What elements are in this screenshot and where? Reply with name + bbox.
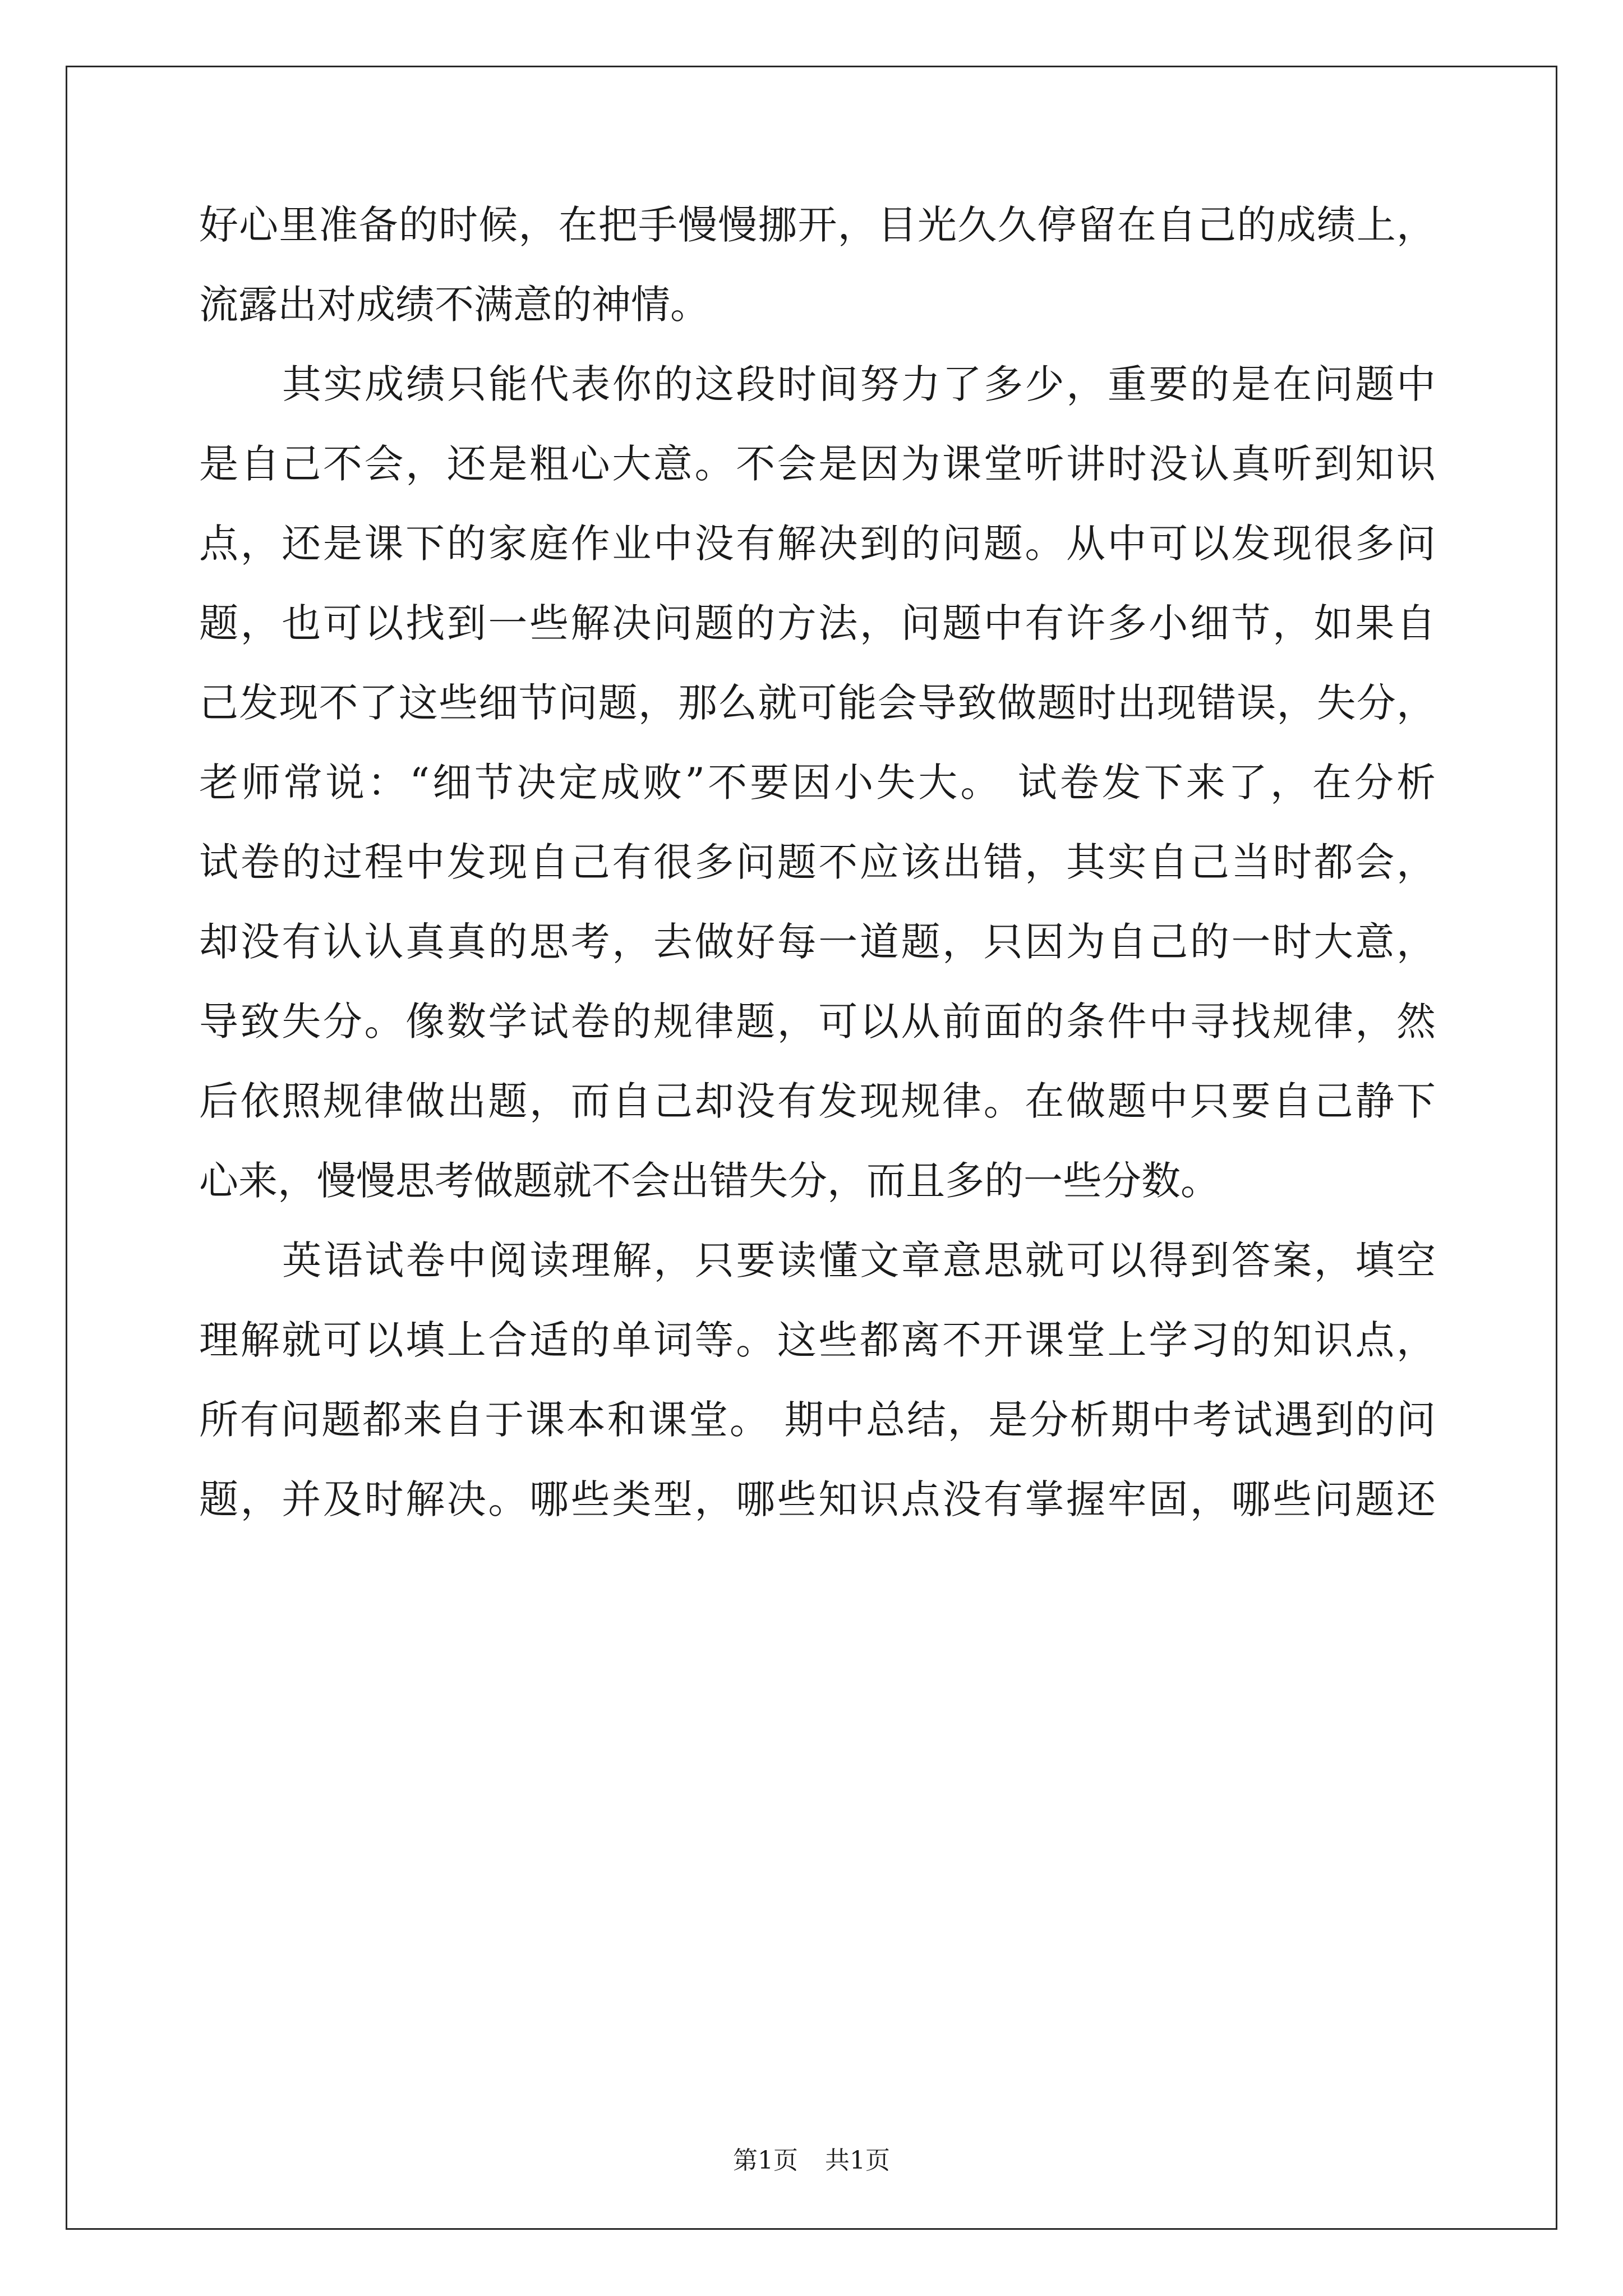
text-line: 点，还是课下的家庭作业中没有解决到的问题。从中可以发现很多问 <box>199 521 1436 567</box>
text-line: 后依照规律做出题，而自己却没有发现规律。在做题中只要自己静下 <box>199 1078 1436 1124</box>
page-number: 第1页 <box>733 2146 798 2175</box>
text-line: 流露出对成绩不满意的神情。 <box>199 282 709 328</box>
text-line: 己发现不了这些细节问题，那么就可能会导致做题时出现错误，失分， <box>199 680 1436 726</box>
text-line: 理解就可以填上合适的单词等。这些都离不开课堂上学习的知识点， <box>199 1317 1436 1363</box>
page-footer <box>0 2144 1623 2178</box>
document-body <box>199 185 1436 1539</box>
text-line: 题，也可以找到一些解决问题的方法，问题中有许多小细节，如果自 <box>199 600 1436 646</box>
text-line: 却没有认认真真的思考，去做好每一道题，只因为自己的一时大意， <box>199 919 1436 965</box>
page-count: 共1页 <box>825 2146 890 2175</box>
text-line: 所有问题都来自于课本和课堂。 期中总结，是分析期中考试遇到的问 <box>199 1397 1436 1443</box>
text-line: 好心里准备的时候，在把手慢慢挪开，目光久久停留在自己的成绩上， <box>199 202 1436 248</box>
text-line: 心来，慢慢思考做题就不会出错失分，而且多的一些分数。 <box>199 1158 1220 1204</box>
text-line: 题，并及时解决。哪些类型，哪些知识点没有掌握牢固，哪些问题还 <box>199 1476 1436 1522</box>
text-line: 其实成绩只能代表你的这段时间努力了多少，重要的是在问题中 <box>282 361 1436 407</box>
text-line: 老师常说：“细节决定成败”不要因小失大。 试卷发下来了，在分析 <box>199 760 1436 806</box>
text-line: 导致失分。像数学试卷的规律题，可以从前面的条件中寻找规律，然 <box>199 999 1436 1045</box>
text-line: 是自己不会，还是粗心大意。不会是因为课堂听讲时没认真听到知识 <box>199 441 1436 487</box>
text-line: 英语试卷中阅读理解，只要读懂文章意思就可以得到答案，填空 <box>282 1237 1436 1283</box>
text-line: 试卷的过程中发现自己有很多问题不应该出错，其实自己当时都会， <box>199 839 1436 885</box>
